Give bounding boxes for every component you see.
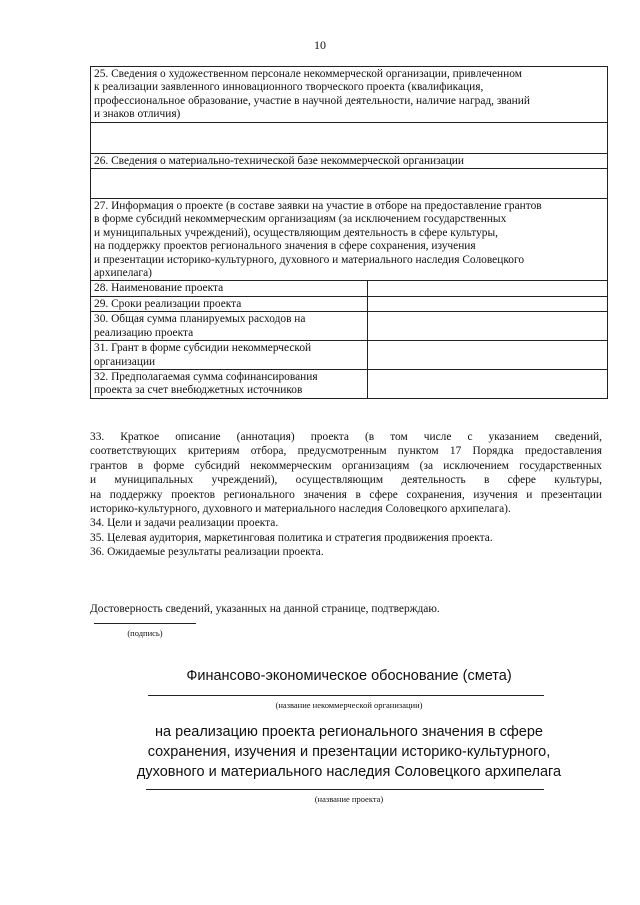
item-35: 35. Целевая аудитория, маркетинговая политика и стратегия продвижения проекта. bbox=[90, 531, 493, 544]
row-26-label: 26. Сведения о материально-технической базе некоммерческой организации bbox=[91, 153, 608, 168]
row-27-line: архипелага) bbox=[94, 267, 152, 280]
row-27-line: и презентации историко-культурного, духовного и материального наследия Соловецкого bbox=[94, 253, 525, 266]
row-27-line: на поддержку проектов регионального значения в сфере сохранения, изучения bbox=[94, 240, 476, 253]
table-row-26-answer[interactable] bbox=[91, 169, 608, 199]
section-33-line: грантов в форме субсидий некоммерческим организациям (за исключением государственных bbox=[90, 459, 602, 472]
project-info-table bbox=[90, 66, 608, 399]
organization-name-caption: (название некоммерческой организации) bbox=[275, 700, 423, 710]
row-30-value-cell[interactable] bbox=[368, 312, 608, 341]
section-33-line: историко-культурного, духовного и материального наследия Соловецкого архипелага). bbox=[90, 503, 511, 516]
row-25-line: 25. Сведения о художественном персонале некоммерческой организации, привлеченном bbox=[94, 68, 522, 80]
project-name-line[interactable] bbox=[146, 789, 544, 790]
section-33-line: и муниципальных учреждений), осуществляющим деятельность в сфере культуры, bbox=[90, 474, 602, 487]
row-26-answer-cell[interactable] bbox=[91, 169, 608, 199]
section-33-line: 33. Краткое описание (аннотация) проекта (в том числе с указанием сведений, bbox=[90, 431, 602, 443]
row-31-label bbox=[91, 341, 368, 370]
table-row-32 bbox=[91, 369, 608, 398]
signature-line[interactable] bbox=[94, 623, 196, 624]
table-row-29 bbox=[91, 296, 608, 311]
item-34: 34. Цели и задачи реализации проекта. bbox=[90, 517, 279, 530]
section-33-line: на поддержку проектов регионального значения в сфере сохранения, изучения и презентации bbox=[90, 488, 602, 501]
row-25-line: профессиональное образование, участие в научной деятельности, наличие наград, званий bbox=[94, 94, 530, 107]
project-purpose-line: на реализацию проекта регионального значения в сфере bbox=[155, 724, 543, 740]
table-row-31 bbox=[91, 341, 608, 370]
row-25-answer-cell[interactable] bbox=[91, 122, 608, 153]
page-number: 10 bbox=[314, 38, 326, 52]
project-name-caption: (название проекта) bbox=[314, 794, 384, 804]
row-27-label bbox=[91, 199, 608, 281]
row-25-label bbox=[91, 67, 608, 123]
row-32-line: проекта за счет внебюджетных источников bbox=[94, 384, 303, 397]
row-25-line: к реализации заявленного инновационного творческого проекта (квалификация, bbox=[94, 81, 484, 94]
row-28-value-cell[interactable] bbox=[368, 281, 608, 296]
row-30-line: 30. Общая сумма планируемых расходов на bbox=[94, 313, 306, 326]
confirmation-statement: Достоверность сведений, указанных на данной странице, подтверждаю. bbox=[90, 603, 440, 615]
item-36: 36. Ожидаемые результаты реализации проекта. bbox=[90, 546, 324, 559]
row-25-line: и знаков отличия) bbox=[94, 108, 181, 121]
row-28-label: 28. Наименование проекта bbox=[91, 281, 368, 296]
table-row-30 bbox=[91, 312, 608, 341]
project-purpose-line: духовного и материального наследия Соловецкого архипелага bbox=[136, 764, 562, 780]
row-27-line: 27. Информация о проекте (в составе заявки на участие в отборе на предоставление грантов bbox=[94, 200, 542, 213]
row-29-label: 29. Сроки реализации проекта bbox=[91, 296, 368, 311]
row-27-line: в форме субсидий некоммерческим организациям (за исключением государственных bbox=[94, 213, 507, 226]
signature-caption: (подпись) bbox=[127, 628, 163, 638]
row-32-line: 32. Предполагаемая сумма софинансирования bbox=[94, 370, 318, 383]
row-30-line: реализацию проекта bbox=[94, 326, 194, 339]
row-32-label bbox=[91, 369, 368, 398]
row-31-line: организации bbox=[94, 355, 156, 368]
project-purpose-title bbox=[90, 722, 608, 782]
row-30-label bbox=[91, 312, 368, 341]
row-31-value-cell[interactable] bbox=[368, 341, 608, 370]
table-row-28 bbox=[91, 281, 608, 296]
estimate-title: Финансово-экономическое обоснование (смета) bbox=[186, 668, 512, 684]
table-row-25-answer[interactable] bbox=[91, 122, 608, 153]
table-row-27 bbox=[91, 199, 608, 281]
row-32-value-cell[interactable] bbox=[368, 369, 608, 398]
project-purpose-line: сохранения, изучения и презентации историко-культурного, bbox=[147, 744, 551, 760]
project-sections bbox=[90, 430, 602, 560]
row-31-line: 31. Грант в форме субсидии некоммерческой bbox=[94, 342, 312, 355]
table-row-25 bbox=[91, 67, 608, 123]
row-29-value-cell[interactable] bbox=[368, 296, 608, 311]
table-row-26 bbox=[91, 153, 608, 168]
row-27-line: и муниципальных учреждений), осуществляющим деятельность в сфере культуры, bbox=[94, 226, 498, 239]
section-33-line: соответствующих критериям отбора, предусмотренным пунктом 17 Порядка предоставления bbox=[90, 445, 602, 458]
organization-name-line[interactable] bbox=[148, 695, 544, 696]
